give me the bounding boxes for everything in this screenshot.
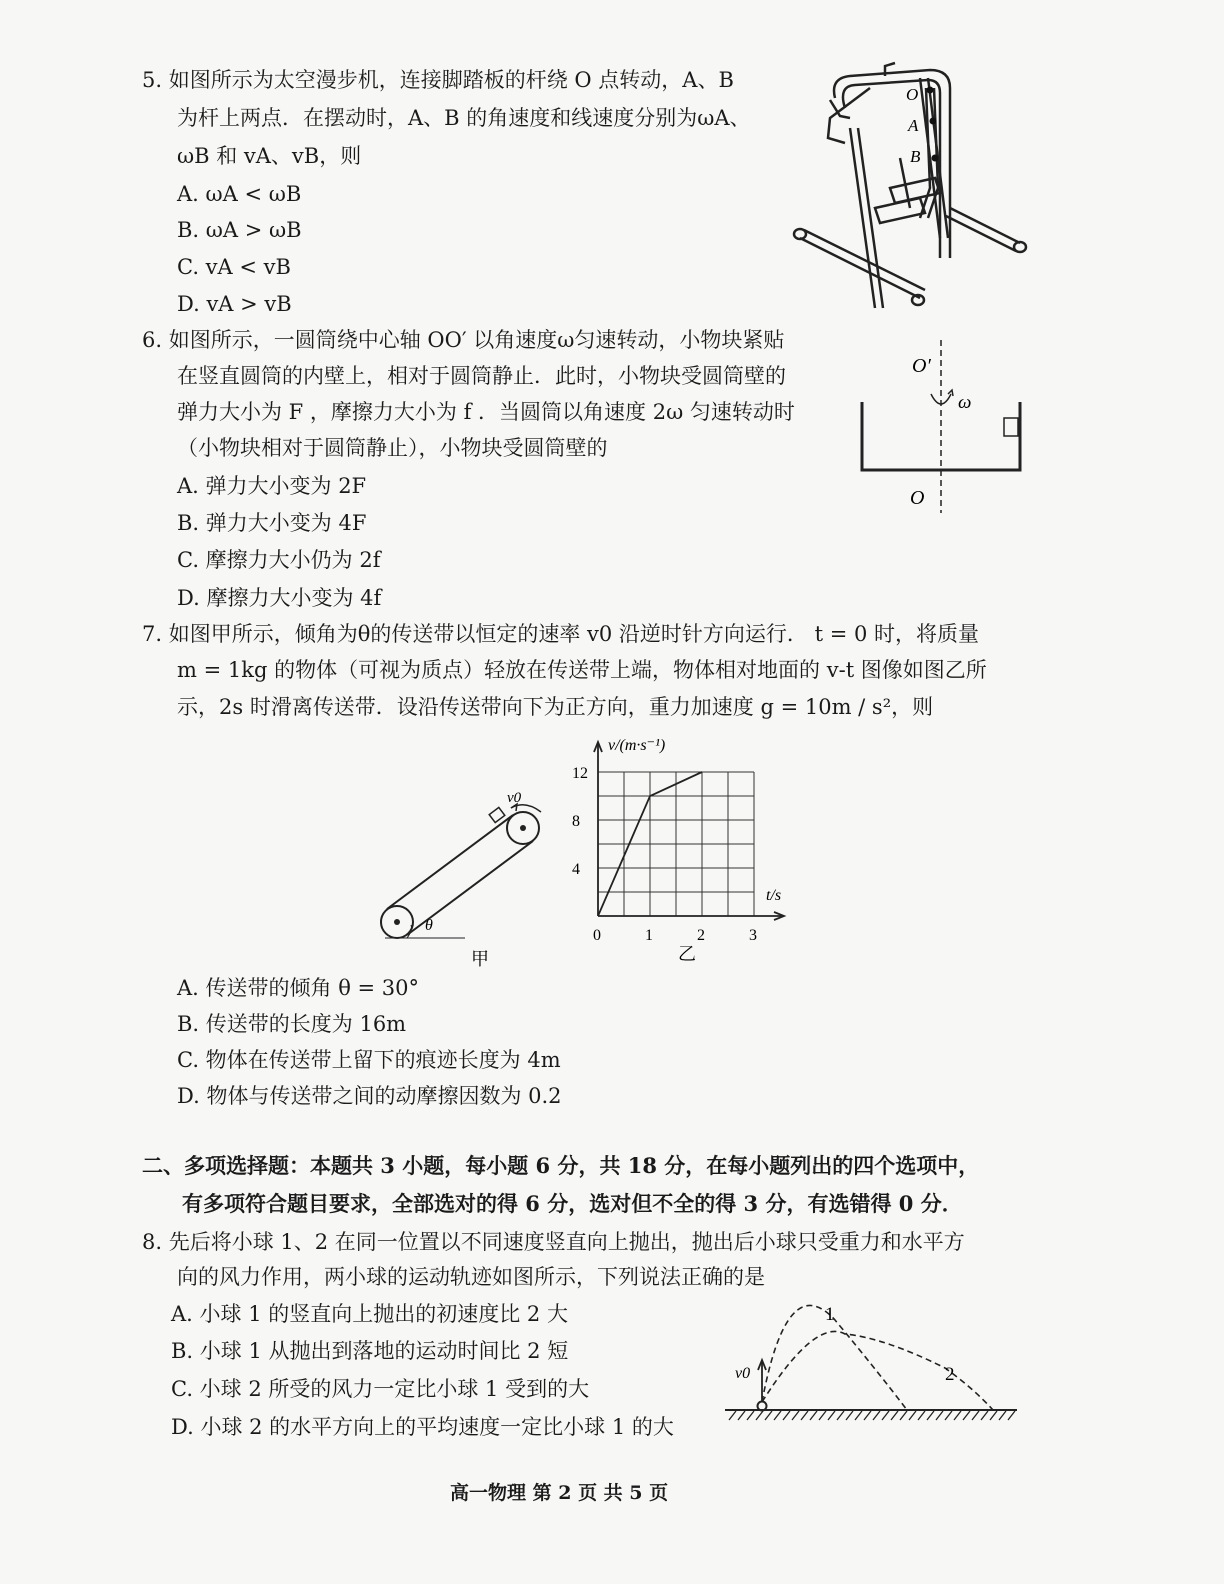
caption-jia: 甲 xyxy=(471,949,489,969)
ground-hatch xyxy=(756,1411,763,1420)
section2-heading-line1: 二、多项选择题：本题共 3 小题，每小题 6 分，共 18 分，在每小题列出的四个选项中， xyxy=(142,1153,980,1178)
label-o: O xyxy=(906,85,919,104)
ground-hatch xyxy=(954,1411,961,1420)
q5-stem-line2: 为杆上两点．在摆动时，A、B 的角速度和线速度分别为ωA、 xyxy=(177,106,751,130)
y-tick-label: 12 xyxy=(572,765,588,782)
ground-hatch xyxy=(837,1411,844,1420)
ground-hatch xyxy=(810,1411,817,1420)
ground-hatch xyxy=(891,1411,898,1420)
space-walker-figure xyxy=(790,58,1040,318)
ground-hatch xyxy=(783,1411,790,1420)
ground-hatch xyxy=(864,1411,871,1420)
ground-hatch xyxy=(873,1411,880,1420)
ground-hatch xyxy=(936,1411,943,1420)
q7-option-c: C. 物体在传送带上留下的痕迹长度为 4m xyxy=(177,1048,561,1072)
axis-top-label: O′ xyxy=(912,355,931,377)
ground-hatch xyxy=(963,1411,970,1420)
conveyor-belt-figure-jia xyxy=(365,780,565,970)
rotating-cylinder-figure xyxy=(852,338,1032,518)
ground-hatch xyxy=(990,1411,997,1420)
ground-hatch xyxy=(819,1411,826,1420)
trajectory-figure xyxy=(725,1298,1025,1428)
q5-option-d: D. vA > vB xyxy=(177,292,292,316)
v0-label: v0 xyxy=(735,1365,751,1382)
y-tick-label: 8 xyxy=(572,813,580,830)
caption-yi: 乙 xyxy=(678,944,696,964)
ground-hatch xyxy=(909,1411,916,1420)
q8-option-a: A. 小球 1 的竖直向上抛出的初速度比 2 大 xyxy=(171,1302,568,1326)
ground-hatch xyxy=(855,1411,862,1420)
q7-stem-line3: 示，2s 时滑离传送带．设沿传送带向下为正方向，重力加速度 g = 10m / s²，则 xyxy=(177,695,934,719)
trajectory-2-label: 2 xyxy=(945,1364,955,1385)
y-axis-label: v/(m·s⁻¹) xyxy=(608,737,666,754)
x-tick-label: 0 xyxy=(593,927,601,944)
q5-option-a: A. ωA < ωB xyxy=(177,182,302,206)
theta-label: θ xyxy=(425,917,433,934)
q6-stem-line4: （小物块相对于圆筒静止），小物块受圆筒壁的 xyxy=(177,436,608,460)
ground-hatch xyxy=(945,1411,952,1420)
ground-hatch xyxy=(981,1411,988,1420)
q8-stem-line1: 8. 先后将小球 1、2 在同一位置以不同速度竖直向上抛出，抛出后小球只受重力和水平方 xyxy=(142,1230,965,1254)
chart-ticks xyxy=(572,765,757,944)
q5-option-b: B. ωA > ωB xyxy=(177,218,302,242)
q6-option-a: A. 弹力大小变为 2F xyxy=(177,474,367,498)
chart-axes xyxy=(594,742,784,920)
q6-stem-line3: 弹力大小为 F ，摩擦力大小为 f ．当圆筒以角速度 2ω 匀速转动时 xyxy=(177,400,795,424)
q7-option-a: A. 传送带的倾角 θ = 30° xyxy=(177,976,420,1000)
ground-hatch xyxy=(738,1411,745,1420)
ground-hatch xyxy=(846,1411,853,1420)
ground-hatch xyxy=(972,1411,979,1420)
q5-option-c: C. vA < vB xyxy=(177,255,291,279)
q7-option-d: D. 物体与传送带之间的动摩擦因数为 0.2 xyxy=(177,1084,562,1108)
x-tick-label: 2 xyxy=(697,927,705,944)
q7-stem-line2: m = 1kg 的物体（可视为质点）轻放在传送带上端，物体相对地面的 v-t 图像如图乙所 xyxy=(177,658,987,682)
q8-option-d: D. 小球 2 的水平方向上的平均速度一定比小球 1 的大 xyxy=(171,1415,674,1439)
ground-hatch xyxy=(801,1411,808,1420)
label-a: A xyxy=(908,116,919,135)
q5-stem-line1: 5. 如图所示为太空漫步机，连接脚踏板的杆绕 O 点转动，A、B xyxy=(142,68,734,92)
x-tick-label: 3 xyxy=(749,927,757,944)
omega-label: ω xyxy=(958,392,972,413)
q6-option-d: D. 摩擦力大小变为 4f xyxy=(177,586,382,610)
ground-hatch xyxy=(1008,1411,1015,1420)
q7-stem-line1: 7. 如图甲所示，倾角为θ的传送带以恒定的速率 v0 沿逆时针方向运行． t = 0 时，将质量 xyxy=(142,622,980,646)
y-tick-label: 4 xyxy=(572,861,580,878)
axis-bottom-label: O xyxy=(910,487,925,509)
trajectory-1-label: 1 xyxy=(825,1304,835,1325)
page-footer: 高一物理 第 2 页 共 5 页 xyxy=(450,1482,669,1504)
q6-option-b: B. 弹力大小变为 4F xyxy=(177,511,367,535)
ground-hatch xyxy=(927,1411,934,1420)
q7-option-b: B. 传送带的长度为 16m xyxy=(177,1012,407,1036)
ground-hatch xyxy=(774,1411,781,1420)
q8-option-c: C. 小球 2 所受的风力一定比小球 1 受到的大 xyxy=(171,1377,590,1401)
ground-hatch xyxy=(900,1411,907,1420)
q5-stem-line3: ωB 和 vA、vB，则 xyxy=(177,144,362,168)
ground-hatch xyxy=(828,1411,835,1420)
ground-hatch xyxy=(918,1411,925,1420)
q8-option-b: B. 小球 1 从抛出到落地的运动时间比 2 短 xyxy=(171,1339,569,1363)
label-b: B xyxy=(910,147,921,166)
x-axis-label: t/s xyxy=(766,887,782,904)
ground-hatch xyxy=(999,1411,1006,1420)
vt-graph-yi xyxy=(560,728,800,968)
q6-option-c: C. 摩擦力大小仍为 2f xyxy=(177,548,381,572)
ground-hatch xyxy=(765,1411,772,1420)
section2-heading-line2: 有多项符合题目要求，全部选对的得 6 分，选对但不全的得 3 分，有选错得 0 分． xyxy=(182,1191,963,1216)
ground-hatch xyxy=(747,1411,754,1420)
q8-stem-line2: 向的风力作用，两小球的运动轨迹如图所示，下列说法正确的是 xyxy=(177,1265,765,1289)
q6-stem-line1: 6. 如图所示，一圆筒绕中心轴 OO′ 以角速度ω匀速转动，小物块紧贴 xyxy=(142,328,785,352)
ground-hatch xyxy=(792,1411,799,1420)
q6-stem-line2: 在竖直圆筒的内壁上，相对于圆筒静止．此时，小物块受圆筒壁的 xyxy=(177,364,786,388)
ground-hatch xyxy=(882,1411,889,1420)
x-tick-label: 1 xyxy=(645,927,653,944)
ground-hatch xyxy=(729,1411,736,1420)
chart-grid xyxy=(598,772,754,916)
v0-label: v0 xyxy=(507,790,522,806)
